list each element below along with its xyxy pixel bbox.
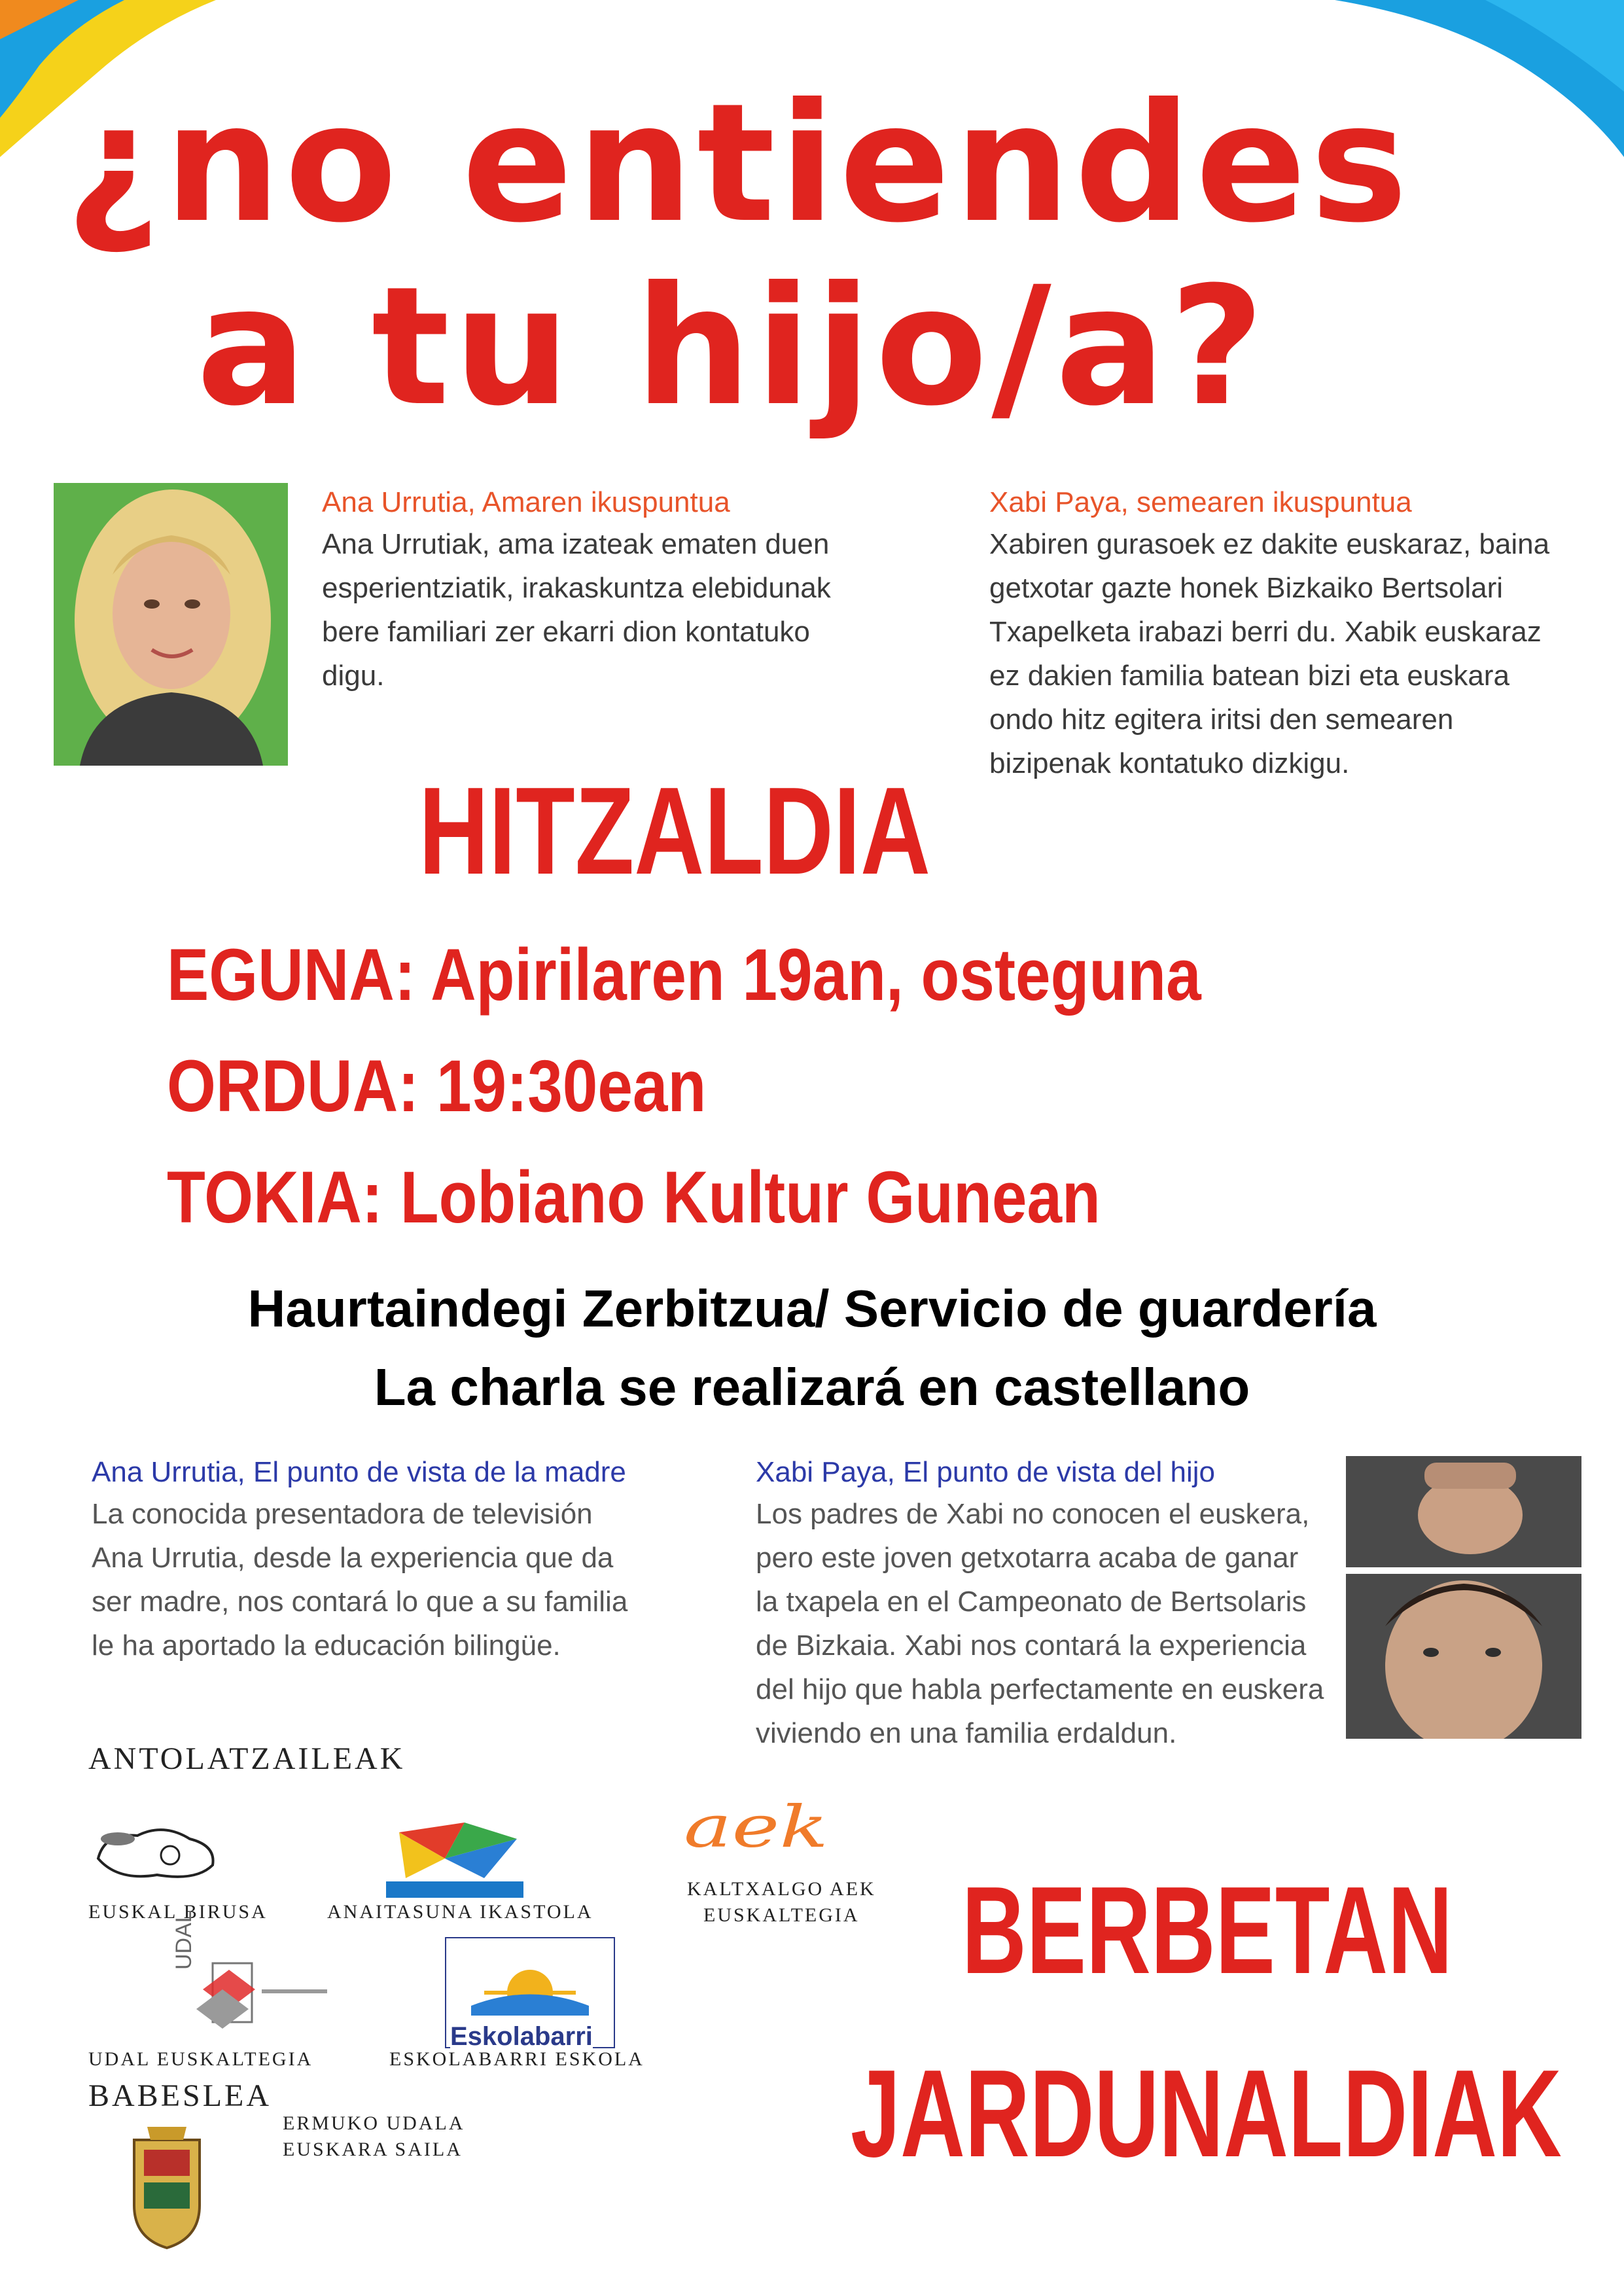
bio-line: de Bizkaia. Xabi nos contará la experiencia [756, 1629, 1307, 1662]
language-note: La charla se realizará en castellano [374, 1358, 1250, 1416]
bio-line: bizipenak kontatuko dizkigu. [989, 747, 1350, 779]
bio-ana-eu [322, 483, 911, 698]
bio-line: Los padres de Xabi no conocen el euskera, [756, 1498, 1310, 1530]
event-place: TOKIA: Lobiano Kultur Gunean [167, 1156, 1101, 1238]
bio-line: bere familiari zer ekarri dion kontatuko [322, 616, 810, 648]
bio-line: ondo hitz egitera iritsi den semearen [989, 703, 1454, 736]
org-kaltxalgo-2: EUSKALTEGIA [703, 1904, 860, 1926]
footer-title-line-1: BERBETAN [962, 1861, 1453, 2000]
org-udal-euskaltegia: UDAL EUSKALTEGIA [88, 2048, 313, 2070]
sponsor-ermuko-udala: ERMUKO UDALA [283, 2112, 465, 2134]
bio-title: Xabi Paya, El punto de vista del hijo [756, 1456, 1216, 1488]
org-euskal-birusa: EUSKAL BIRUSA [88, 1901, 268, 1923]
org-eskolabarri: ESKOLABARRI ESKOLA [389, 2048, 644, 2070]
bio-ana-es [92, 1453, 713, 1667]
event-date: EGUNA: Apirilaren 19an, osteguna [167, 934, 1201, 1016]
headline-line-2: a tu hijo/a? [196, 251, 1269, 442]
bio-line: digu. [322, 660, 385, 692]
bio-line: Txapelketa irabazi berri du. Xabik euskaraz [989, 616, 1542, 648]
sponsor-heading: BABESLEA [88, 2078, 272, 2113]
eskolabarri-logo-text: Eskolabarri [450, 2022, 593, 2051]
ermua-coat-of-arms-icon [121, 2120, 213, 2251]
bio-line: le ha aportado la educación bilingüe. [92, 1629, 561, 1662]
bio-line: viviendo en una familia erdaldun. [756, 1717, 1177, 1749]
organizers-heading: ANTOLATZAILEAK [88, 1741, 406, 1776]
event-time: ORDUA: 19:30ean [167, 1045, 707, 1127]
headline-line-1: ¿no entiendes [65, 68, 1412, 258]
euskal-birusa-logo [92, 1819, 222, 1885]
bio-line: esperientziatik, irakaskuntza elebidunak [322, 572, 831, 604]
bio-line: Ana Urrutia, desde la experiencia que da [92, 1542, 614, 1574]
bio-title: Ana Urrutia, El punto de vista de la madre [92, 1456, 626, 1488]
bio-line: ez dakien familia batean bizi eta euskara [989, 660, 1509, 692]
bio-line: Xabiren gurasoek ez dakite euskaraz, baina [989, 528, 1550, 560]
ana-urrutia-photo [54, 483, 288, 766]
bio-title: Xabi Paya, semearen ikuspuntua [989, 486, 1412, 518]
aek-logo: aek [684, 1793, 829, 1860]
org-kaltxalgo-1: KALTXALGO AEK [687, 1878, 876, 1900]
bio-line: del hijo que habla perfectamente en euskera [756, 1673, 1324, 1705]
anaitasuna-logo [386, 1819, 523, 1898]
childcare-service-note: Haurtaindegi Zerbitzua/ Servicio de guardería [247, 1279, 1377, 1338]
bio-line: ser madre, nos contará lo que a su familia [92, 1586, 628, 1618]
xabi-paya-photo [1346, 1456, 1581, 1739]
bio-line: Ana Urrutiak, ama izateak ematen duen [322, 528, 830, 560]
udal-logo-text: UDAL [171, 1910, 196, 1970]
bio-line: La conocida presentadora de televisión [92, 1498, 593, 1530]
sponsor-euskara-saila: EUSKARA SAILA [283, 2139, 463, 2160]
bio-line: la txapela en el Campeonato de Bertsolaris [756, 1586, 1307, 1618]
bio-xabi-eu [989, 483, 1598, 785]
bio-line: getxotar gazte honek Bizkaiko Bertsolari [989, 572, 1504, 604]
bio-title: Ana Urrutia, Amaren ikuspuntua [322, 486, 730, 518]
org-anaitasuna: ANAITASUNA IKASTOLA [327, 1901, 593, 1923]
bio-line: pero este joven getxotarra acaba de ganar [756, 1542, 1299, 1574]
footer-title-line-2: JARDUNALDIAK [851, 2044, 1562, 2183]
bio-xabi-es [756, 1453, 1332, 1755]
event-title: HITZALDIA [419, 762, 931, 900]
